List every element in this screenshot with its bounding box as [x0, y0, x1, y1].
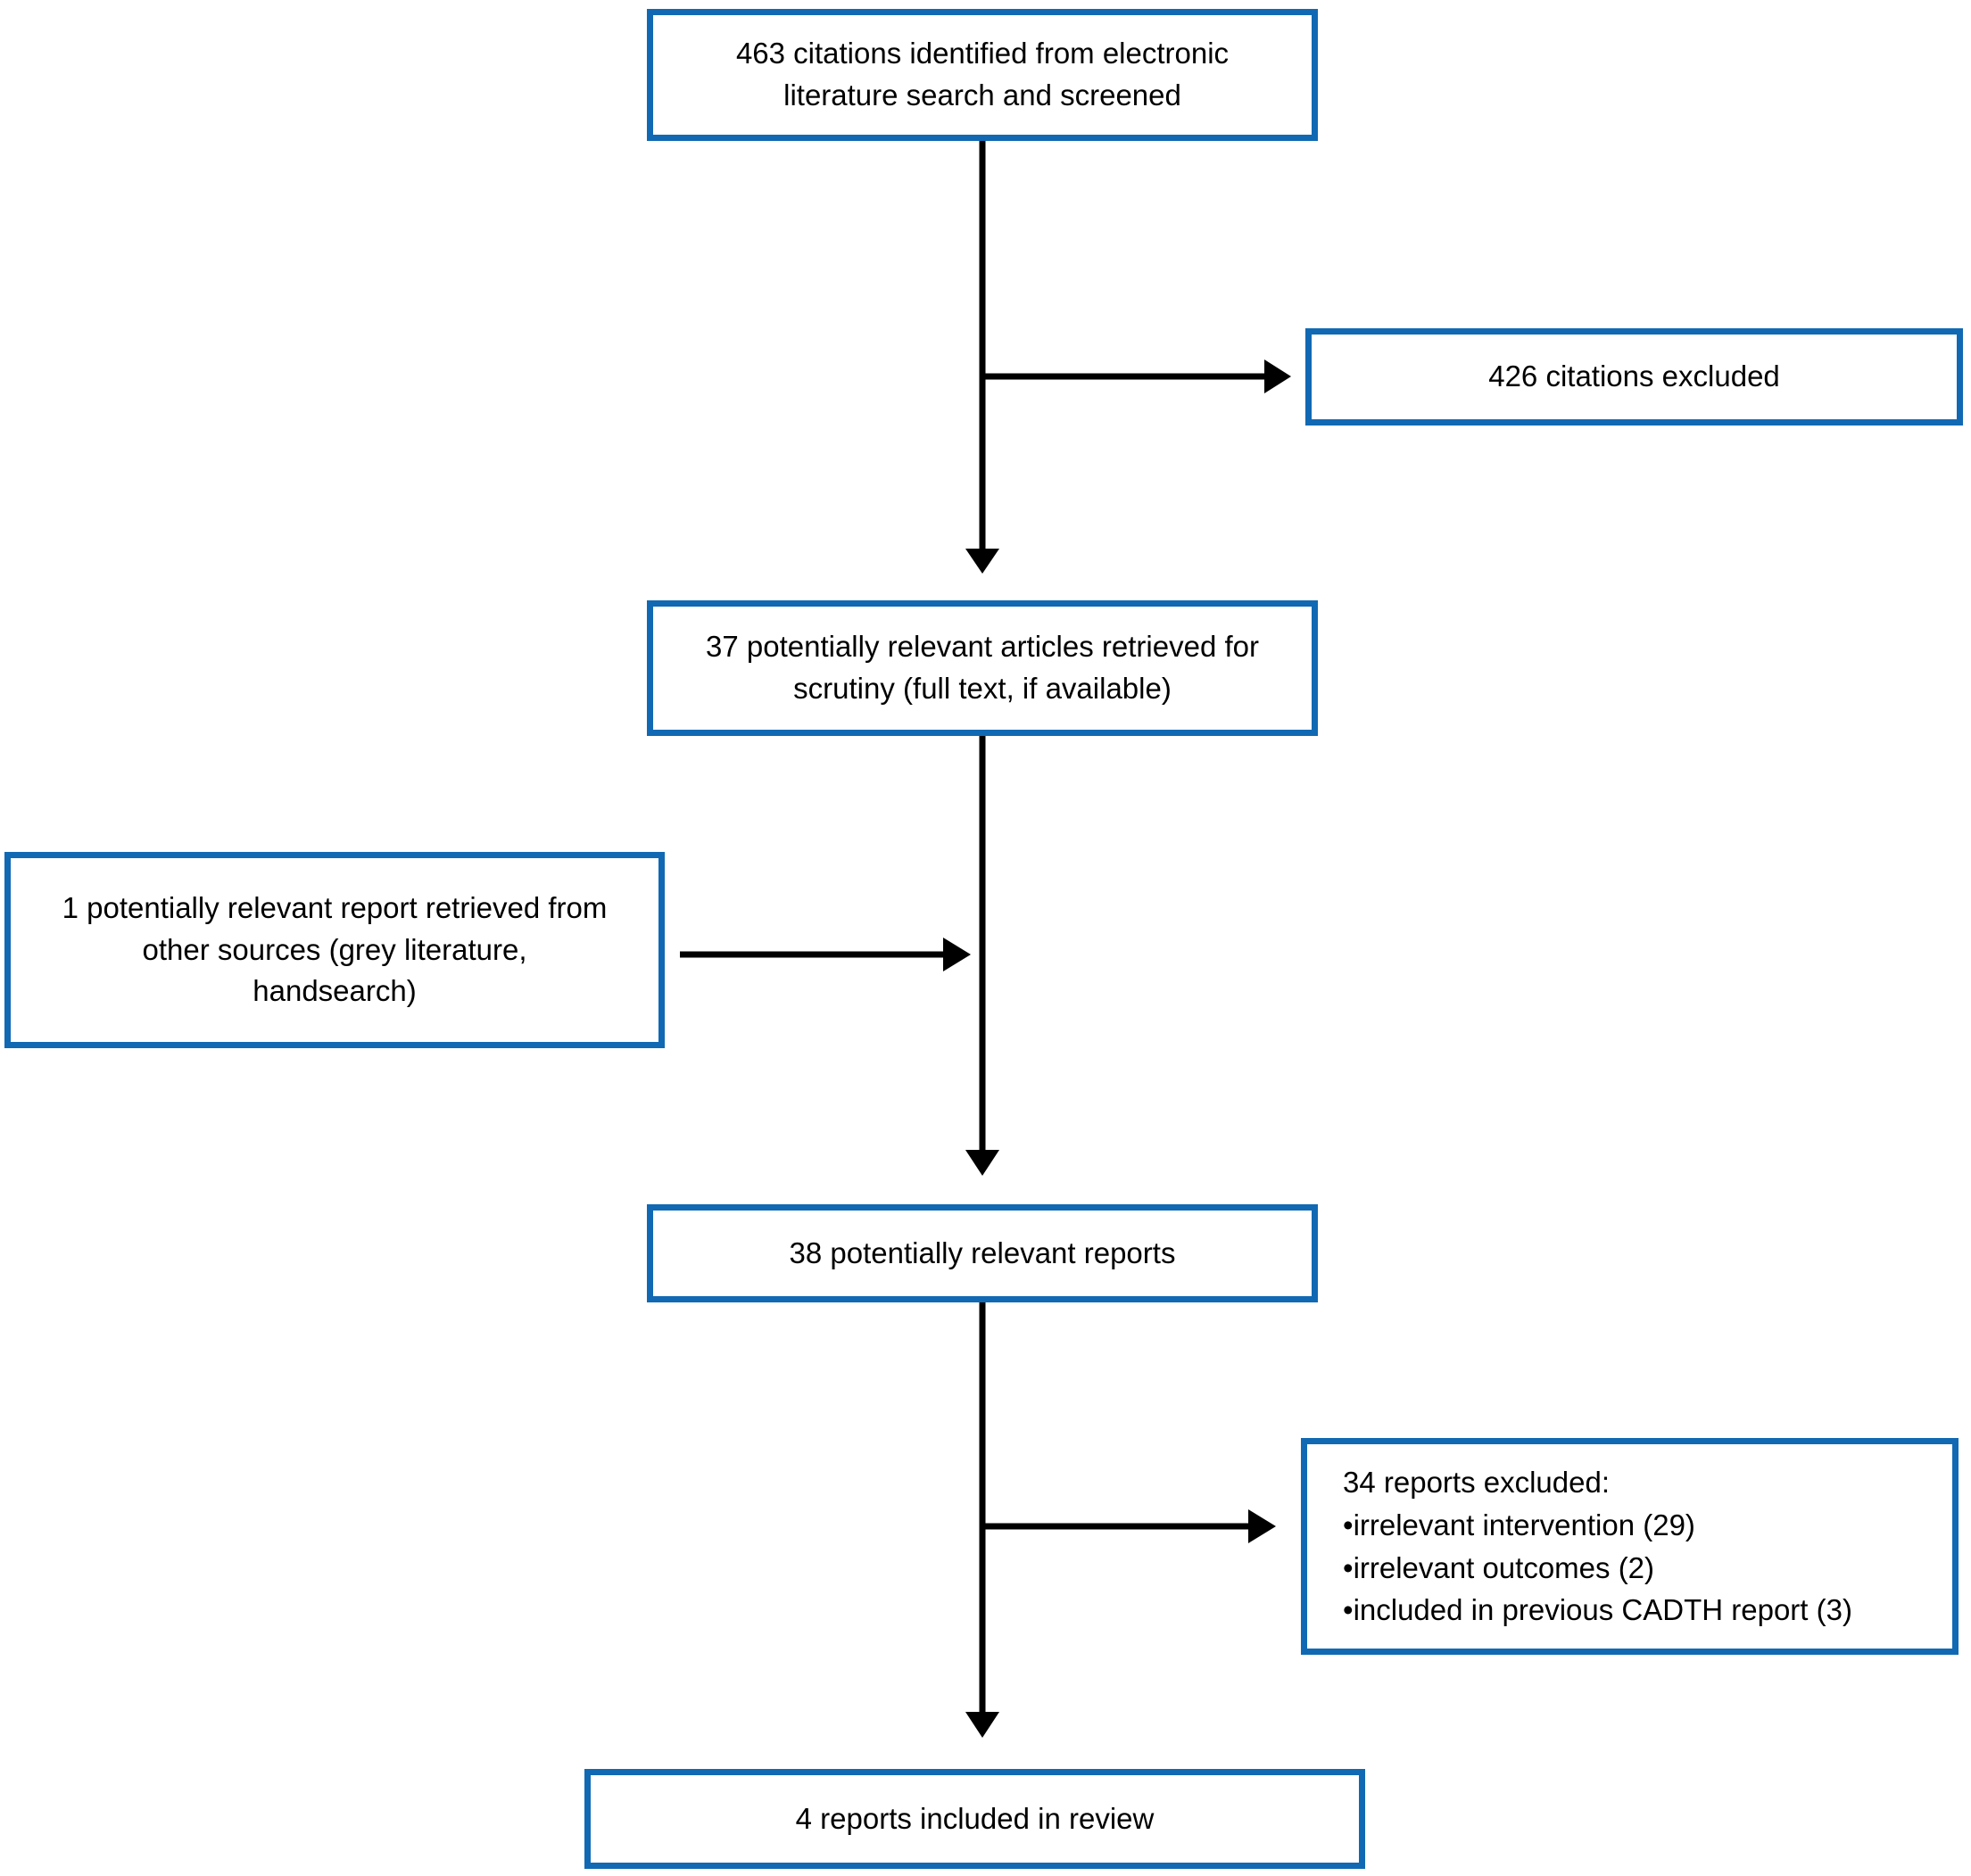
node-potentially-relevant-reports: [647, 1204, 1318, 1302]
node-citations-excluded-text: 426 citations excluded: [1488, 359, 1780, 393]
node-other-sources-text: 1 potentially relevant report retrieved from other sources (grey literature, handsearch): [62, 890, 608, 1008]
node-articles-retrieved: [647, 600, 1318, 736]
exclusion-reason: • irrelevant outcomes (2): [1343, 1547, 1852, 1590]
node-citations-identified-text: 463 citations identified from electronic literature search and screened: [735, 37, 1230, 112]
node-potentially-relevant-reports-text: 38 potentially relevant reports: [789, 1236, 1176, 1269]
node-reports-included: [584, 1769, 1365, 1869]
exclusion-reason-list: [1343, 1504, 1852, 1632]
exclusion-reason: • included in previous CADTH report (3): [1343, 1589, 1852, 1632]
arrow-reports-to-included-head: [965, 1712, 999, 1738]
node-reports-included-text: 4 reports included in review: [795, 1801, 1155, 1835]
node-other-sources: [4, 852, 665, 1048]
arrow-retrieved-to-reports-head: [965, 1150, 999, 1176]
arrow-other-sources-head: [943, 938, 971, 971]
node-articles-retrieved-text: 37 potentially relevant articles retrieved for scrutiny (full text, if available): [706, 630, 1259, 705]
node-citations-excluded: [1305, 328, 1963, 426]
node-citations-identified: [647, 9, 1318, 141]
arrow-to-citations-excluded-head: [1264, 359, 1291, 393]
arrow-to-reports-excluded-head: [1248, 1509, 1276, 1543]
node-reports-excluded-title: 34 reports excluded:: [1343, 1465, 1611, 1499]
arrow-identified-to-retrieved-head: [965, 549, 999, 574]
node-reports-excluded: [1301, 1438, 1959, 1655]
exclusion-reason: • irrelevant intervention (29): [1343, 1504, 1852, 1547]
